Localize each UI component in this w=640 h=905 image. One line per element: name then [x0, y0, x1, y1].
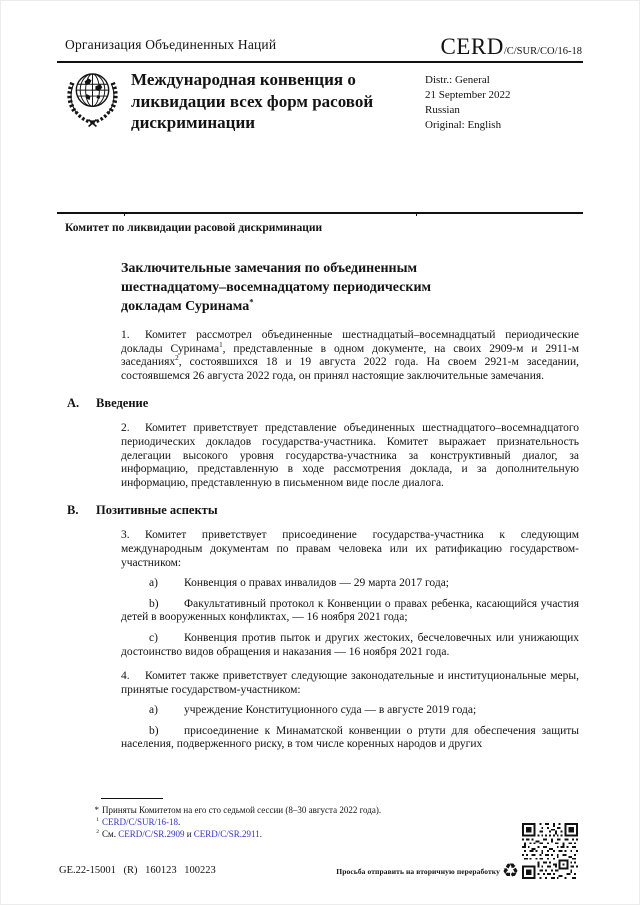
item-letter: b) [149, 724, 159, 737]
footnote-separator [101, 798, 163, 799]
paragraph-text: Комитет также приветствует следующие законодательные и институциональные меры, принятые государством-участником: [121, 670, 579, 696]
footnote-text: и [184, 829, 194, 839]
item-text: Конвенция о правах инвалидов — 29 марта 2017 года; [184, 577, 449, 590]
recycle-text: Просьба отправить на вторичную переработку [336, 867, 500, 876]
paragraph-1 [121, 329, 579, 383]
qr-code [522, 823, 578, 879]
document-symbol-main: CERD [440, 34, 504, 59]
footnote-star [87, 804, 557, 816]
item-letter: c) [149, 631, 158, 644]
recycle-notice [1, 862, 519, 882]
item-letter: a) [149, 704, 158, 717]
paragraph-text: Комитет приветствует присоединение государства-участника к следующим международным документам по правам человека или их ратификацию государством-участником: [121, 529, 579, 569]
paragraph-text: Комитет приветствует представление объединенных шестнадцатого–восемнадцатого периодических докладов государства-участника. Комитет выражает признательность делегации высокого уровня государства-участника за конструктивный диалог, за информацию, представленную в ходе рассмотрения доклада, и за дополнительную информацию, представленную в письменном виде после диалога. [121, 422, 579, 489]
list-item-3b [121, 598, 579, 625]
section-letter: B. [67, 503, 79, 518]
date-line: 21 September 2022 [425, 89, 511, 101]
ge-reference-number: GE.22-15001 (R) 160123 100223 [59, 865, 216, 876]
item-letter: b) [149, 597, 159, 610]
footnote-2: $^2$ См. CERD/C/SR.2909 и CERD/C/SR.2911. [96, 829, 262, 839]
section-title: Введение [96, 396, 149, 411]
footnote-1: $^1$ CERD/C/SUR/16-18. [96, 817, 181, 827]
page-title-text: Заключительные замечания по объединенным шестнадцатому–восемнадцатому периодическим докладам Суринама [121, 261, 432, 314]
paragraph-4 [121, 670, 579, 697]
list-item-4b [121, 725, 579, 752]
item-text: присоединение к Минаматской конвенции о ртути для обеспечения защиты населения, подверженного риску, в том числе коренных народов и других [121, 724, 579, 751]
document-link[interactable]: CERD/C/SR.2911 [193, 829, 260, 839]
committee-name: Комитет по ликвидации расовой дискриминации [65, 222, 323, 234]
section-title: Позитивные аспекты [96, 503, 218, 518]
footnote-text: Приняты Комитетом на его сто седьмой сессии (8–30 августа 2022 года). [102, 805, 382, 815]
header-rule [57, 61, 583, 63]
main-content [67, 259, 579, 752]
footnote-marker: * [94, 805, 99, 815]
list-item-3c [121, 632, 579, 659]
footnote-text: . [178, 817, 181, 827]
paragraph-number: 3. [121, 529, 130, 542]
un-emblem-icon [65, 67, 120, 131]
paragraph-number: 2. [121, 422, 130, 435]
section-heading-b [67, 503, 579, 518]
document-symbol [440, 34, 582, 60]
paragraph-text: , состоявшихся 18 и 19 августа 2022 года. На своем 2921-м заседании, состоявшемся 26 августа 2022 года, он принял настоящие заключительные замечания. [121, 356, 579, 382]
footnotes-block [87, 798, 557, 840]
distr-line: Distr.: General [425, 74, 490, 86]
list-item-3a [121, 577, 579, 591]
section-rule [57, 212, 583, 214]
list-item-4a [121, 704, 579, 718]
paragraph-text: Комитет рассмотрел объединенные шестнадцатый–восемнадцатый периодические доклады Суринама [121, 329, 579, 355]
document-link[interactable]: CERD/C/SR.2909 [118, 829, 185, 839]
section-letter: A. [67, 396, 80, 411]
section-heading-a [67, 396, 579, 411]
footnote-ref-1: 1 [219, 340, 223, 349]
document-symbol-suffix: /C/SUR/CO/16-18 [503, 46, 582, 57]
paragraph-number: 1. [121, 329, 130, 341]
footnote-text: См. [102, 829, 119, 839]
paragraph-text: , представленные в одном документе, на своих 2909-м и 2911-м заседаниях [121, 342, 580, 369]
page-title [121, 259, 473, 316]
document-link[interactable]: CERD/C/SUR/16-18 [102, 817, 179, 827]
original-language-line: Original: English [425, 119, 502, 131]
paragraph-3 [121, 529, 579, 570]
item-text: учреждение Конституционного суда — в августе 2019 года; [184, 704, 477, 717]
convention-title: Международная конвенция о ликвидации всех форм расовой дискриминации [131, 70, 374, 132]
item-letter: a) [149, 577, 158, 590]
distribution-block [425, 73, 511, 133]
footnote-ref-2: 2 [175, 354, 179, 363]
title-footnote-ref: * [249, 296, 254, 307]
language-line: Russian [425, 104, 460, 116]
item-text: Конвенция против пыток и других жестоких, бесчеловечных или унижающих достоинство видов обращения и наказания — 16 ноября 2021 года. [121, 631, 579, 658]
paragraph-2 [121, 422, 579, 490]
paragraph-number: 4. [121, 670, 130, 683]
footnote-text: . [259, 829, 262, 839]
item-text: Факультативный протокол к Конвенции о правах ребенка, касающийся участия детей в вооруженных конфликтах, — 16 ноября 2021 года; [121, 597, 579, 624]
recycle-icon: ♻ [501, 860, 519, 882]
un-org-name: Организация Объединенных Наций [65, 37, 277, 52]
